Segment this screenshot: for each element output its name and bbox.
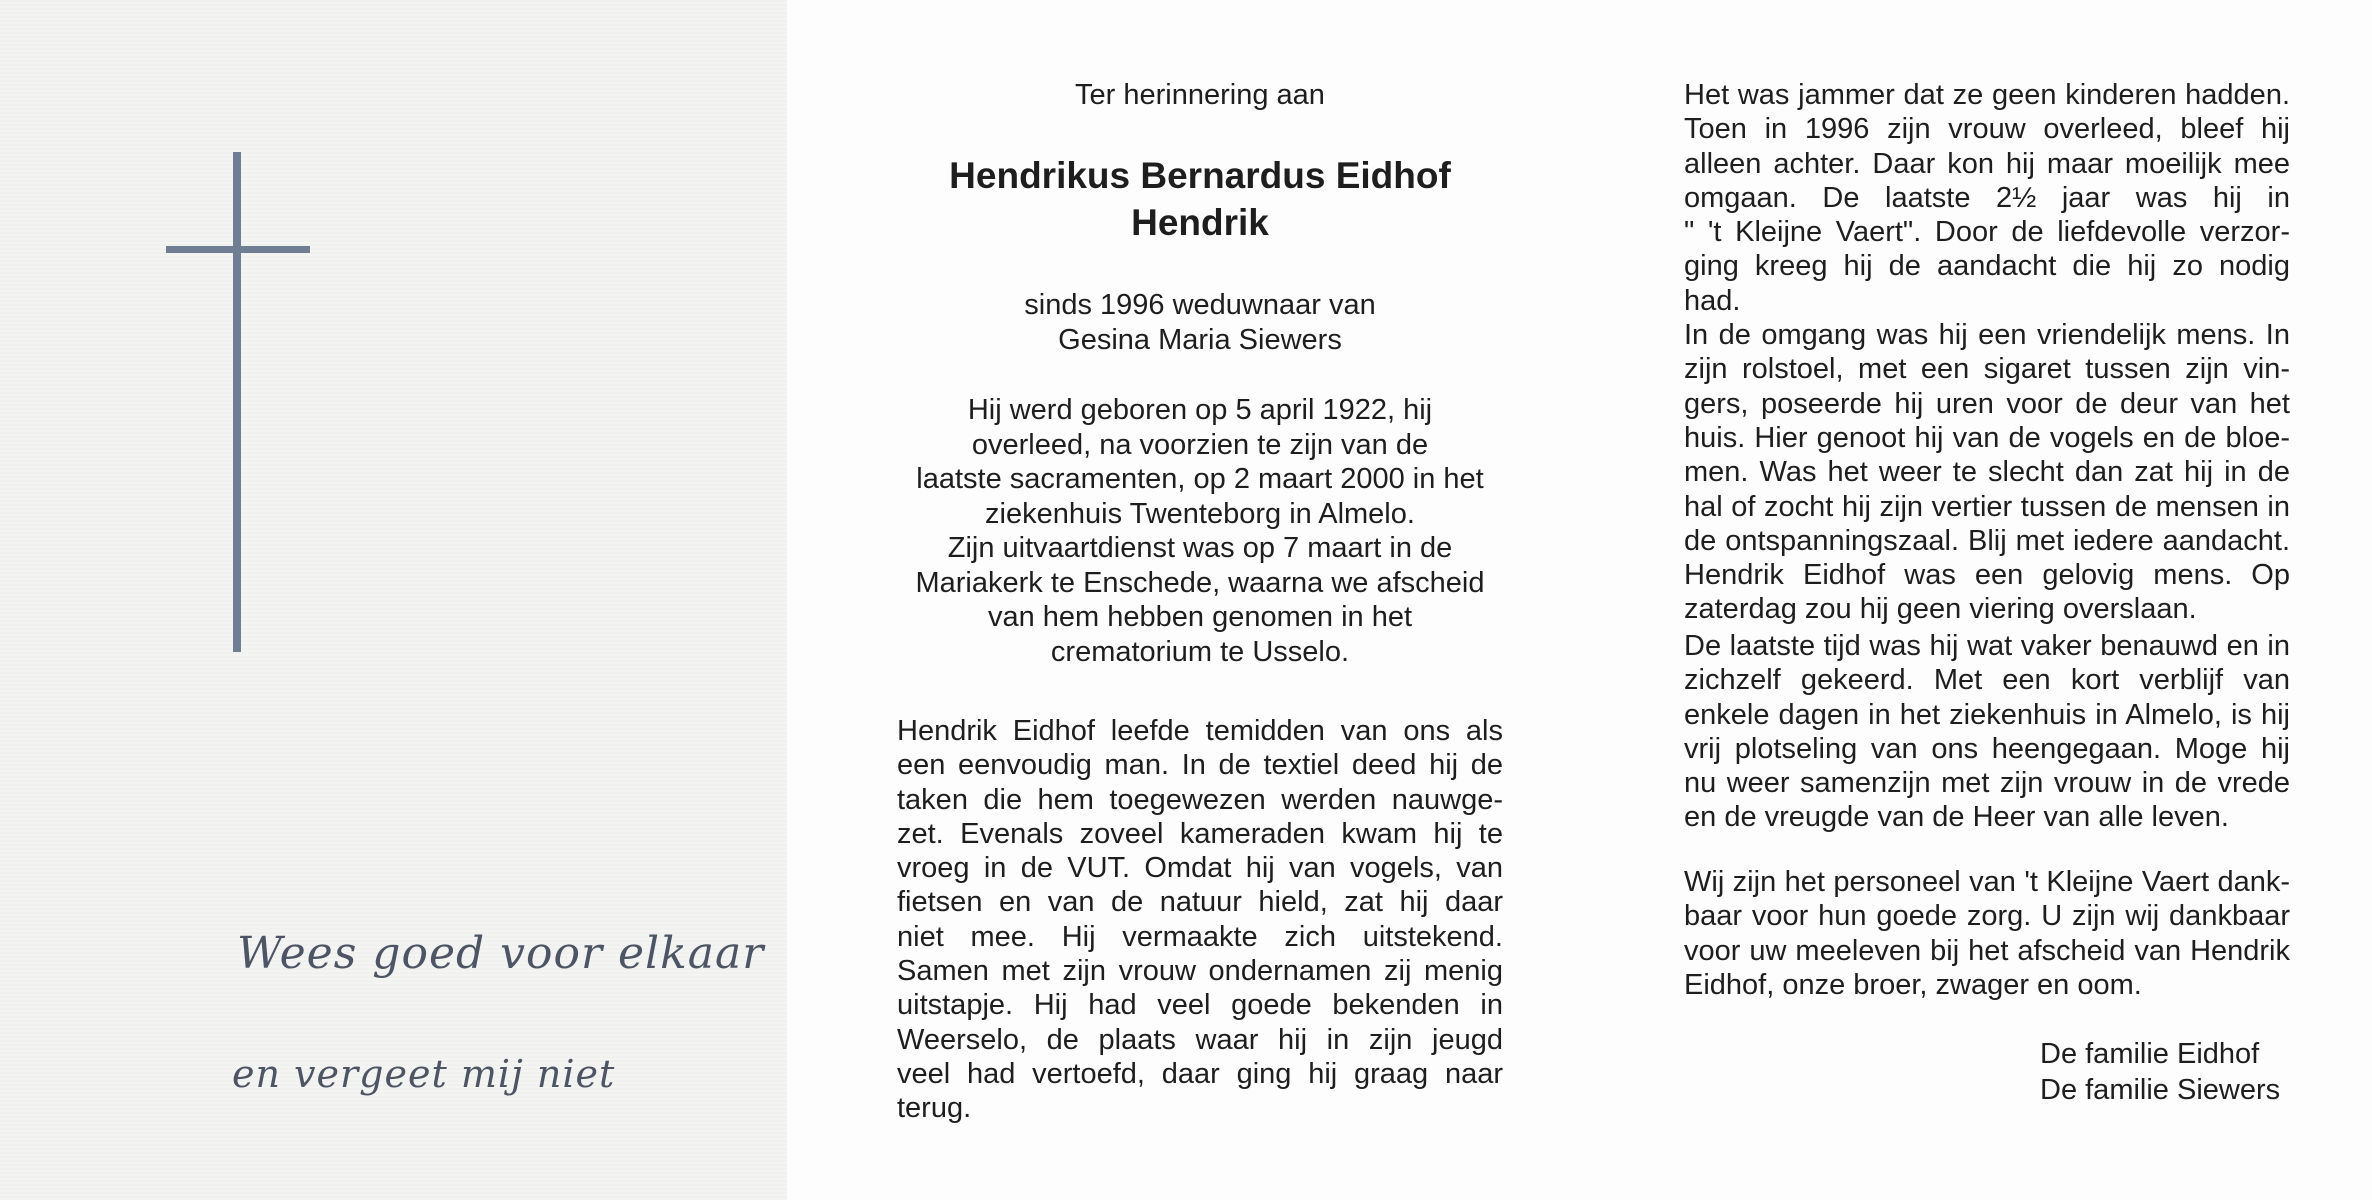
intro: Ter herinnering aan bbox=[1075, 79, 1325, 111]
text-line: baar voor hun goede zorg. U zijn wij dankbaar bbox=[1684, 900, 2290, 933]
text-line: de ontspanningszaal. Blij met iedere aandacht. bbox=[1684, 524, 2290, 557]
cross-icon-bar bbox=[166, 246, 310, 253]
text-line: overleed, na voorzien te zijn van de bbox=[971, 428, 1429, 461]
text-line: " 't Kleijne Vaert". Door de liefdevolle verzor- bbox=[1684, 216, 2290, 249]
text-line: ziekenhuis Twenteborg in Almelo. bbox=[985, 497, 1415, 530]
text-line: veel had vertoefd, daar ging hij graag naar bbox=[897, 1057, 1503, 1090]
text-line: In de omgang was hij een vriendelijk mens. In bbox=[1684, 319, 2290, 352]
text-line: zaterdag zou hij geen viering overslaan. bbox=[1684, 593, 2197, 626]
deceased-nickname: Hendrik bbox=[1131, 202, 1269, 243]
text-line: hal of zocht hij zijn vertier tussen de mensen in bbox=[1684, 490, 2290, 523]
text-line: van hem hebben genomen in het bbox=[987, 601, 1413, 633]
text-line: men. Was het weer te slecht dan zat hij in de bbox=[1684, 456, 2290, 489]
verse-line-2: en vergeet mij niet bbox=[232, 1052, 616, 1096]
text-line: De laatste tijd was hij wat vaker benauwd en in bbox=[1684, 630, 2290, 662]
text-line: Samen met zijn vrouw ondernamen zij menig bbox=[897, 955, 1503, 988]
text-line: niet mee. Hij vermaakte zich uitstekend. bbox=[897, 920, 1503, 953]
text-line: uitstapje. Hij had veel goede bekenden in bbox=[897, 989, 1503, 1022]
widower-line-2: Gesina Maria Siewers bbox=[1058, 324, 1342, 356]
text-line: fietsen en van de natuur hield, zat hij daar bbox=[897, 886, 1503, 919]
text-line: Eidhof, onze broer, zwager en oom. bbox=[1684, 968, 2142, 1001]
bio-paragraph bbox=[880, 393, 1520, 669]
text-line: en de vreugde van de Heer van alle leven. bbox=[1684, 801, 2229, 834]
middle-paragraph bbox=[897, 714, 1503, 1126]
text-line: Weerselo, de plaats waar hij in zijn jeugd bbox=[897, 1023, 1503, 1056]
text-line: zet. Evenals zoveel kameraden kwam hij te bbox=[897, 817, 1503, 850]
text-line: Wij zijn het personeel van 't Kleijne Vaert dank- bbox=[1684, 866, 2290, 898]
text-line: enkele dagen in het ziekenhuis in Almelo, is hij bbox=[1684, 698, 2290, 731]
text-line: taken die hem toegewezen werden nauwge- bbox=[897, 783, 1503, 816]
text-line: Zijn uitvaartdienst was op 7 maart in de bbox=[947, 532, 1453, 564]
text-line: crematorium te Usselo. bbox=[1050, 635, 1350, 668]
signature bbox=[2040, 1036, 2280, 1108]
text-line: zichzelf gekeerd. Met een kort verblijf van bbox=[1684, 664, 2290, 697]
text-line: huis. Hier genoot hij van de vogels en de bloe- bbox=[1684, 421, 2290, 454]
left-panel bbox=[0, 0, 787, 1200]
text-line: Toen in 1996 zijn vrouw overleed, bleef hij bbox=[1684, 113, 2290, 146]
text-line: Hij werd geboren op 5 april 1922, hij bbox=[967, 394, 1433, 426]
verse-line-1: Wees goed voor elkaar bbox=[237, 928, 765, 979]
text-line: ging kreeg hij de aandacht die hij zo nodig had. bbox=[1684, 250, 2290, 317]
text-line: zijn rolstoel, met een sigaret tussen zijn vin- bbox=[1684, 353, 2290, 386]
right-paragraph-1 bbox=[1684, 78, 2290, 627]
text-line: voor uw meeleven bij het afscheid van Hendrik bbox=[1684, 934, 2290, 967]
signature-line-2: De familie Siewers bbox=[2040, 1074, 2281, 1106]
widower-line-1: sinds 1996 weduwnaar van bbox=[1024, 289, 1376, 321]
text-line: een eenvoudig man. In de textiel deed hij de bbox=[897, 749, 1503, 782]
text-line: gers, poseerde hij uren voor de deur van het bbox=[1684, 387, 2290, 420]
text-line: Mariakerk te Enschede, waarna we afscheid bbox=[915, 566, 1485, 599]
deceased-name: Hendrikus Bernardus Eidhof bbox=[949, 155, 1451, 196]
text-line: omgaan. De laatste 2½ jaar was hij in bbox=[1684, 181, 2290, 214]
text-line: alleen achter. Daar kon hij maar moeilijk mee bbox=[1684, 147, 2290, 180]
right-paragraph-3 bbox=[1684, 865, 2290, 1002]
right-paragraph-2 bbox=[1684, 629, 2290, 835]
text-line: vroeg in de VUT. Omdat hij van vogels, van bbox=[897, 852, 1503, 885]
text-line: terug. bbox=[897, 1092, 972, 1125]
text-line: Het was jammer dat ze geen kinderen hadden. bbox=[1684, 79, 2290, 111]
text-line: laatste sacramenten, op 2 maart 2000 in het bbox=[916, 463, 1484, 495]
text-line: vrij plotseling van ons heengegaan. Moge hij bbox=[1684, 732, 2290, 765]
cross-icon bbox=[233, 152, 241, 652]
text-line: Hendrik Eidhof leefde temidden van ons als bbox=[897, 715, 1503, 747]
text-line: nu weer samenzijn met zijn vrouw in de vrede bbox=[1684, 767, 2290, 800]
text-line: Hendrik Eidhof was een gelovig mens. Op bbox=[1684, 559, 2290, 592]
signature-line-1: De familie Eidhof bbox=[2040, 1038, 2260, 1070]
